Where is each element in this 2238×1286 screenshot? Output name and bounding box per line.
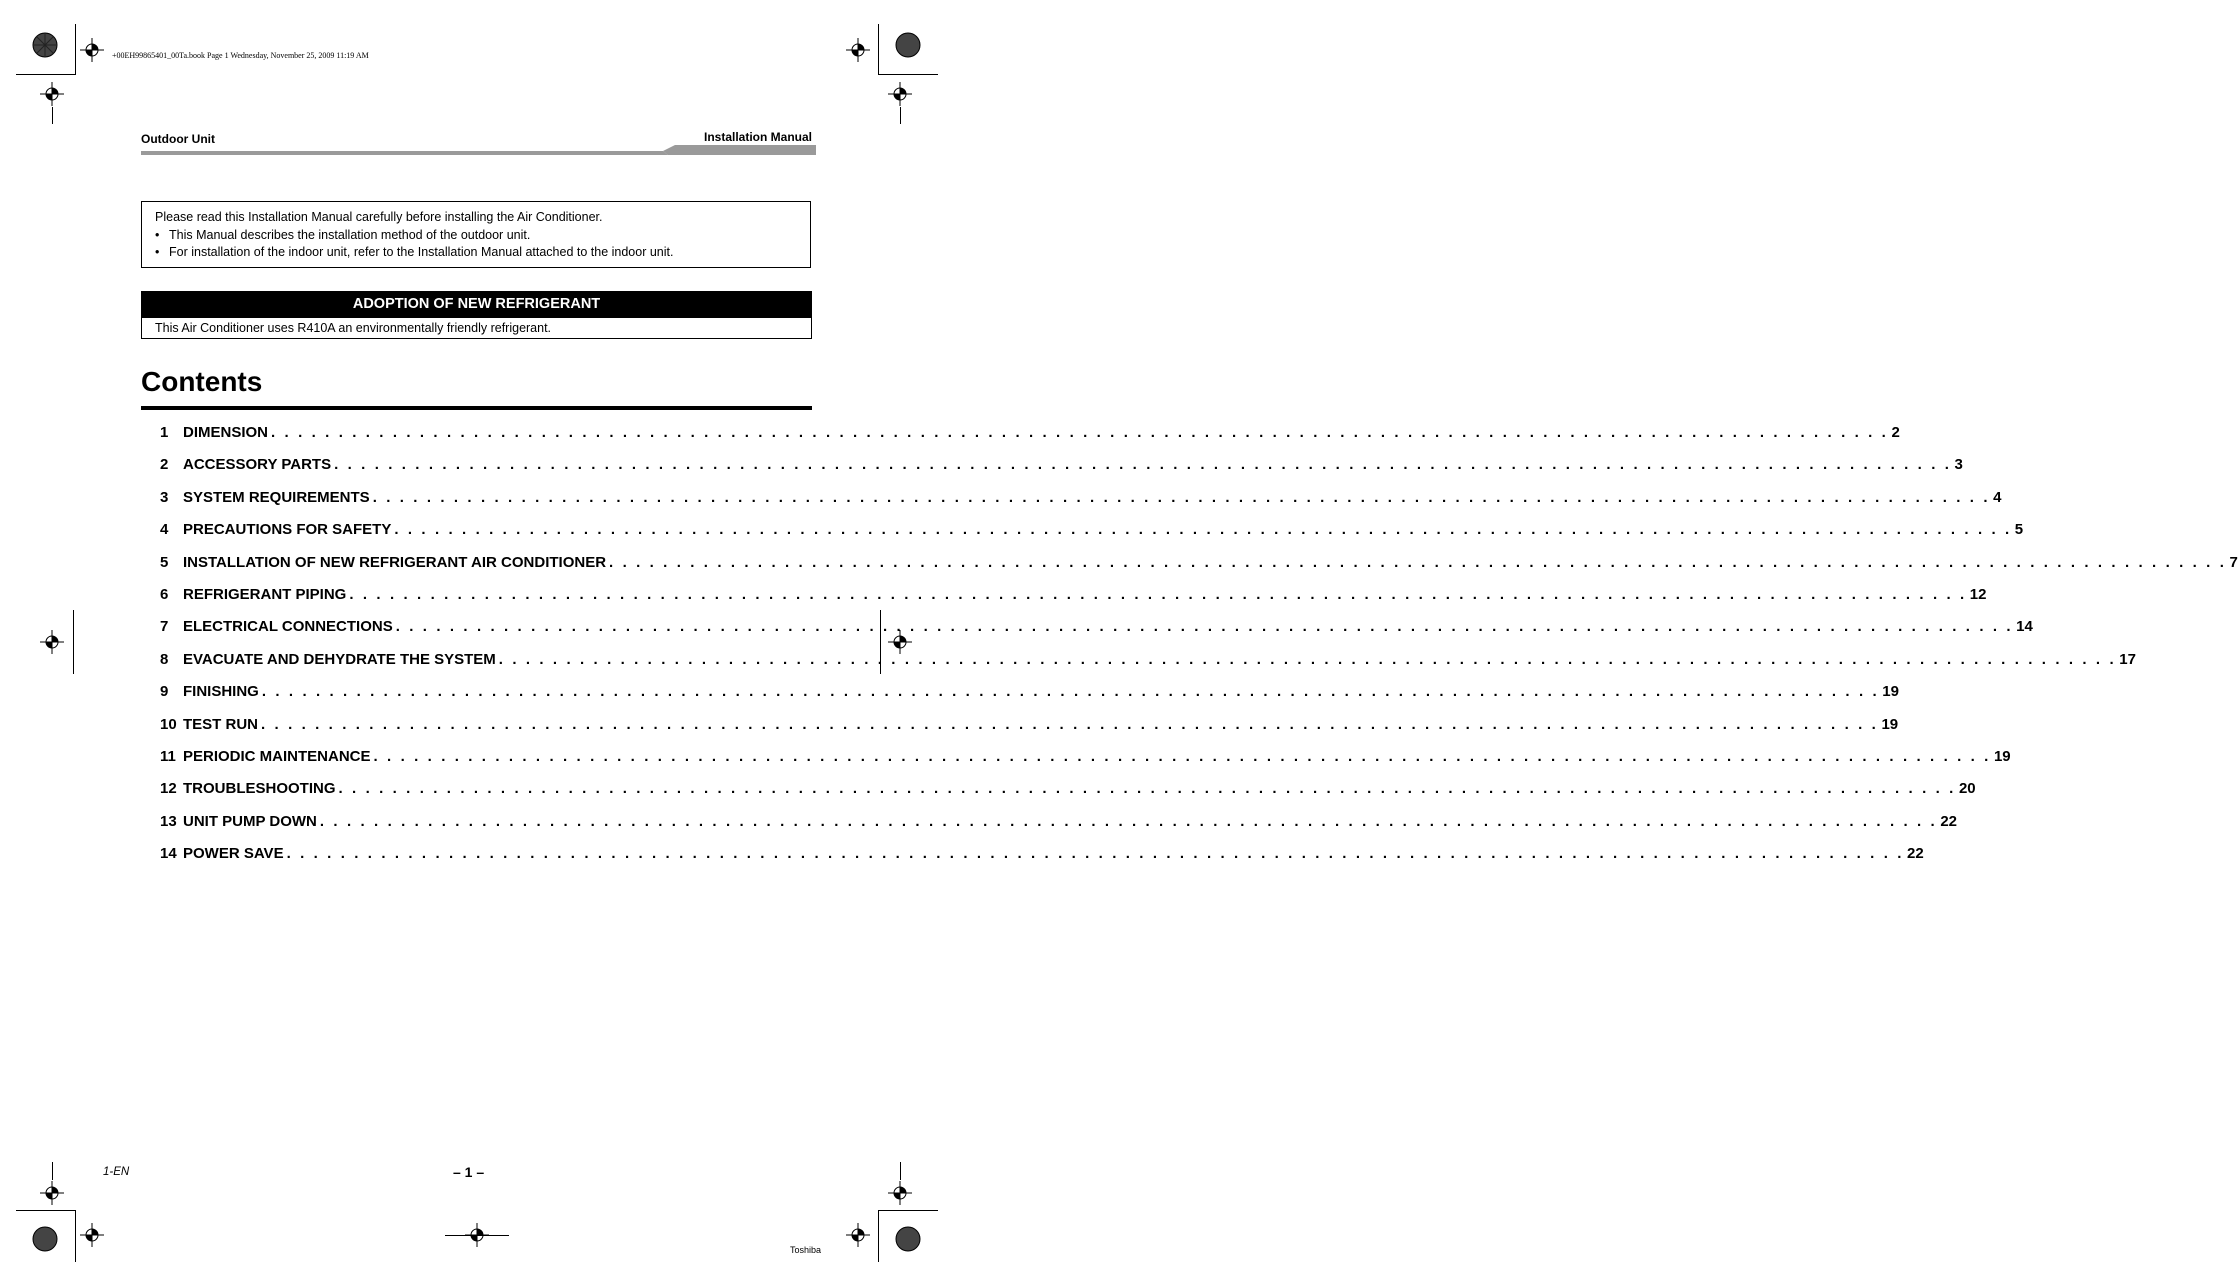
toc-entry[interactable]: [160, 618, 2033, 650]
toc-entry-number: 12: [160, 780, 177, 798]
toc-entry-title: EVACUATE AND DEHYDRATE THE SYSTEM: [183, 650, 496, 668]
registration-mark-icon: [80, 38, 104, 62]
toc-entry[interactable]: [160, 683, 1899, 715]
toc-entry-page: 19: [1882, 683, 1899, 701]
notice-box: [141, 201, 811, 268]
toc-entry-title: FINISHING: [183, 683, 259, 701]
toc-entry-title: DIMENSION: [183, 424, 269, 441]
toc-leader-dots: . . . . . . . . . . . . . . . . . . . . . . . . . . . . . . . . . . . . . . . . . . . . . . . . . . . . . . . . . . . . . . . . . . . . . . . . . . . . . . . . . . . . . . . . . . . . . . . . . . . . . . . . . . . . . . . . . . . . . . . .: [334, 456, 1952, 474]
page-code: 1-EN: [103, 1166, 130, 1178]
toc-entry[interactable]: [160, 650, 2136, 683]
toc-entry[interactable]: [160, 715, 1899, 748]
toc-entry-page: 7: [2229, 553, 2238, 571]
registration-mark-icon: [888, 1181, 912, 1205]
brand-label: Toshiba: [790, 1245, 822, 1255]
toc-entry-number: 2: [160, 456, 169, 474]
toc-entry[interactable]: [160, 812, 1958, 845]
toc-entry-page: 19: [1881, 715, 1899, 733]
registration-mark-icon: [888, 82, 912, 106]
color-bar-icon: [895, 32, 921, 58]
toc-entry-number: 6: [160, 585, 169, 603]
header-rule: [141, 145, 816, 157]
contents-rule: [141, 406, 812, 410]
color-bar-icon: [895, 1226, 921, 1252]
notice-bullet: [155, 244, 797, 262]
notice-intro: Please read this Installation Manual carefully before installing the Air Conditioner.: [155, 210, 603, 224]
toc-entry-page: 22: [1907, 845, 1924, 863]
toc-entry-page: 12: [1969, 585, 1987, 603]
color-bar-icon: [32, 1226, 58, 1252]
toc-entry-number: 5: [160, 553, 169, 571]
toc-entry-title: POWER SAVE: [183, 845, 284, 863]
registration-mark-icon: [40, 1181, 64, 1205]
registration-mark-icon: [40, 82, 64, 106]
toc-leader-dots: . . . . . . . . . . . . . . . . . . . . . . . . . . . . . . . . . . . . . . . . . . . . . . . . . . . . . . . . . . . . . . . . . . . . . . . . . . . . . . . . . . . . . . . . . . . . . . . . . . . . . . . . . . . . . . . . . . . . . . . .: [271, 424, 1889, 441]
toc-entry-title: SYSTEM REQUIREMENTS: [183, 488, 370, 506]
notice-bullet-text: This Manual describes the installation method of the outdoor unit.: [169, 227, 531, 242]
toc-entry[interactable]: [160, 456, 1963, 488]
toc-leader-dots: . . . . . . . . . . . . . . . . . . . . . . . . . . . . . . . . . . . . . . . . . . . . . . . . . . . . . . . . . . . . . . . . . . . . . . . . . . . . . . . . . . . . . . . . . . . . . . . . . . . . . . . . . . . . . . . . . . . . . . . .: [338, 780, 1956, 798]
toc-entry-page: 14: [2016, 618, 2033, 636]
toc-entry-title: UNIT PUMP DOWN: [183, 812, 317, 830]
registration-mark-icon: [40, 630, 64, 654]
toc-entry[interactable]: [160, 424, 1900, 456]
toc-entry-title: TEST RUN: [183, 715, 258, 733]
page-number: – 1 –: [453, 1164, 485, 1180]
toc-entry-number: 4: [160, 521, 169, 539]
notice-bullet: [155, 227, 797, 245]
toc-entry-number: 1: [160, 424, 169, 441]
toc-entry-page: 22: [1940, 812, 1958, 830]
bullet-icon: •: [155, 227, 160, 242]
toc-entry-page: 4: [1993, 488, 2002, 506]
registration-mark-icon: [846, 38, 870, 62]
toc-entry-page: 19: [1993, 747, 2011, 765]
toc-leader-dots: . . . . . . . . . . . . . . . . . . . . . . . . . . . . . . . . . . . . . . . . . . . . . . . . . . . . . . . . . . . . . . . . . . . . . . . . . . . . . . . . . . . . . . . . . . . . . . . . . . . . . . . . . . . . . . . . . . . . . . . .: [261, 683, 1880, 701]
contents-title: Contents: [141, 366, 263, 397]
toc-entry-title: REFRIGERANT PIPING: [183, 585, 347, 603]
bullet-icon: •: [155, 245, 160, 259]
toc-entry-title: ACCESSORY PARTS: [183, 456, 332, 474]
registration-mark-icon: [80, 1223, 104, 1247]
toc-entry-number: 3: [160, 488, 169, 506]
toc-leader-dots: . . . . . . . . . . . . . . . . . . . . . . . . . . . . . . . . . . . . . . . . . . . . . . . . . . . . . . . . . . . . . . . . . . . . . . . . . . . . . . . . . . . . . . . . . . . . . . . . . . . . . . . . . . . . . . . . . . . . . . . .: [394, 521, 2012, 539]
toc-leader-dots: . . . . . . . . . . . . . . . . . . . . . . . . . . . . . . . . . . . . . . . . . . . . . . . . . . . . . . . . . . . . . . . . . . . . . . . . . . . . . . . . . . . . . . . . . . . . . . . . . . . . . . . . . . . . . . . . . . . . . . . .: [261, 715, 1879, 733]
toc-entry[interactable]: [160, 553, 2238, 586]
toc-leader-dots: . . . . . . . . . . . . . . . . . . . . . . . . . . . . . . . . . . . . . . . . . . . . . . . . . . . . . . . . . . . . . . . . . . . . . . . . . . . . . . . . . . . . . . . . . . . . . . . . . . . . . . . . . . . . . . . . . . . . . . . .: [319, 812, 1938, 830]
toc-entry-page: 17: [2119, 650, 2136, 668]
refrigerant-heading: ADOPTION OF NEW REFRIGERANT: [142, 292, 811, 318]
toc-entry-number: 7: [160, 618, 169, 636]
toc-leader-dots: . . . . . . . . . . . . . . . . . . . . . . . . . . . . . . . . . . . . . . . . . . . . . . . . . . . . . . . . . . . . . . . . . . . . . . . . . . . . . . . . . . . . . . . . . . . . . . . . . . . . . . . . . . . . . . . . . . . . . . . .: [395, 618, 2014, 636]
toc-entry[interactable]: [160, 521, 2024, 553]
refrigerant-text: This Air Conditioner uses R410A an environmentally friendly refrigerant.: [155, 321, 552, 335]
toc-entry-number: 14: [160, 845, 177, 863]
toc-entry-number: 13: [160, 812, 177, 830]
toc-leader-dots: . . . . . . . . . . . . . . . . . . . . . . . . . . . . . . . . . . . . . . . . . . . . . . . . . . . . . . . . . . . . . . . . . . . . . . . . . . . . . . . . . . . . . . . . . . . . . . . . . . . . . . . . . . . . . . . . . . . . . . . .: [498, 650, 2117, 668]
toc-entry-number: 11: [160, 747, 176, 765]
toc-entry-page: 3: [1954, 456, 1963, 474]
toc-entry-title: TROUBLESHOOTING: [183, 780, 336, 798]
toc-entry-title: PERIODIC MAINTENANCE: [183, 747, 371, 765]
toc-leader-dots: . . . . . . . . . . . . . . . . . . . . . . . . . . . . . . . . . . . . . . . . . . . . . . . . . . . . . . . . . . . . . . . . . . . . . . . . . . . . . . . . . . . . . . . . . . . . . . . . . . . . . . . . . . . . . . . . . . . . . . . .: [372, 488, 1991, 506]
toc-entry-page: 2: [1891, 424, 1900, 441]
toc-entry-page: 5: [2014, 521, 2024, 539]
toc-entry[interactable]: [160, 488, 2002, 521]
toc-leader-dots: . . . . . . . . . . . . . . . . . . . . . . . . . . . . . . . . . . . . . . . . . . . . . . . . . . . . . . . . . . . . . . . . . . . . . . . . . . . . . . . . . . . . . . . . . . . . . . . . . . . . . . . . . . . . . . . . . . . . . . . .: [373, 747, 1991, 765]
toc-entry-title: PRECAUTIONS FOR SAFETY: [183, 521, 392, 539]
header-section-label: Outdoor Unit: [141, 132, 215, 146]
header-manual-label: Installation Manual: [703, 130, 812, 144]
toc-entry-page: 20: [1958, 780, 1976, 798]
toc-entry-number: 10: [160, 715, 177, 733]
refrigerant-box: [141, 291, 812, 339]
toc-entry[interactable]: [160, 845, 1924, 877]
toc-entry-number: 9: [160, 683, 169, 701]
toc-entry-title: ELECTRICAL CONNECTIONS: [183, 618, 393, 636]
registration-mark-icon: [846, 1223, 870, 1247]
toc-entry[interactable]: [160, 585, 1987, 618]
toc-entry[interactable]: [160, 780, 1976, 812]
notice-bullet-text: For installation of the indoor unit, refer to the Installation Manual attached to the indoor unit.: [169, 245, 674, 259]
toc-leader-dots: . . . . . . . . . . . . . . . . . . . . . . . . . . . . . . . . . . . . . . . . . . . . . . . . . . . . . . . . . . . . . . . . . . . . . . . . . . . . . . . . . . . . . . . . . . . . . . . . . . . . . . . . . . . . . . . . . . . . . . . .: [609, 553, 2227, 571]
print-info: +00EH99865401_00Ta.book Page 1 Wednesday, November 25, 2009 11:19 AM: [112, 51, 369, 60]
color-bar-icon: [32, 32, 58, 58]
toc-entry[interactable]: [160, 747, 2011, 780]
toc-entry-number: 8: [160, 650, 169, 668]
toc-leader-dots: . . . . . . . . . . . . . . . . . . . . . . . . . . . . . . . . . . . . . . . . . . . . . . . . . . . . . . . . . . . . . . . . . . . . . . . . . . . . . . . . . . . . . . . . . . . . . . . . . . . . . . . . . . . . . . . . . . . . . . . .: [349, 585, 1967, 603]
table-of-contents: [160, 424, 2238, 877]
toc-leader-dots: . . . . . . . . . . . . . . . . . . . . . . . . . . . . . . . . . . . . . . . . . . . . . . . . . . . . . . . . . . . . . . . . . . . . . . . . . . . . . . . . . . . . . . . . . . . . . . . . . . . . . . . . . . . . . . . . . . . . . . . .: [286, 845, 1905, 863]
toc-entry-title: INSTALLATION OF NEW REFRIGERANT AIR CONDITIONER: [183, 553, 607, 571]
